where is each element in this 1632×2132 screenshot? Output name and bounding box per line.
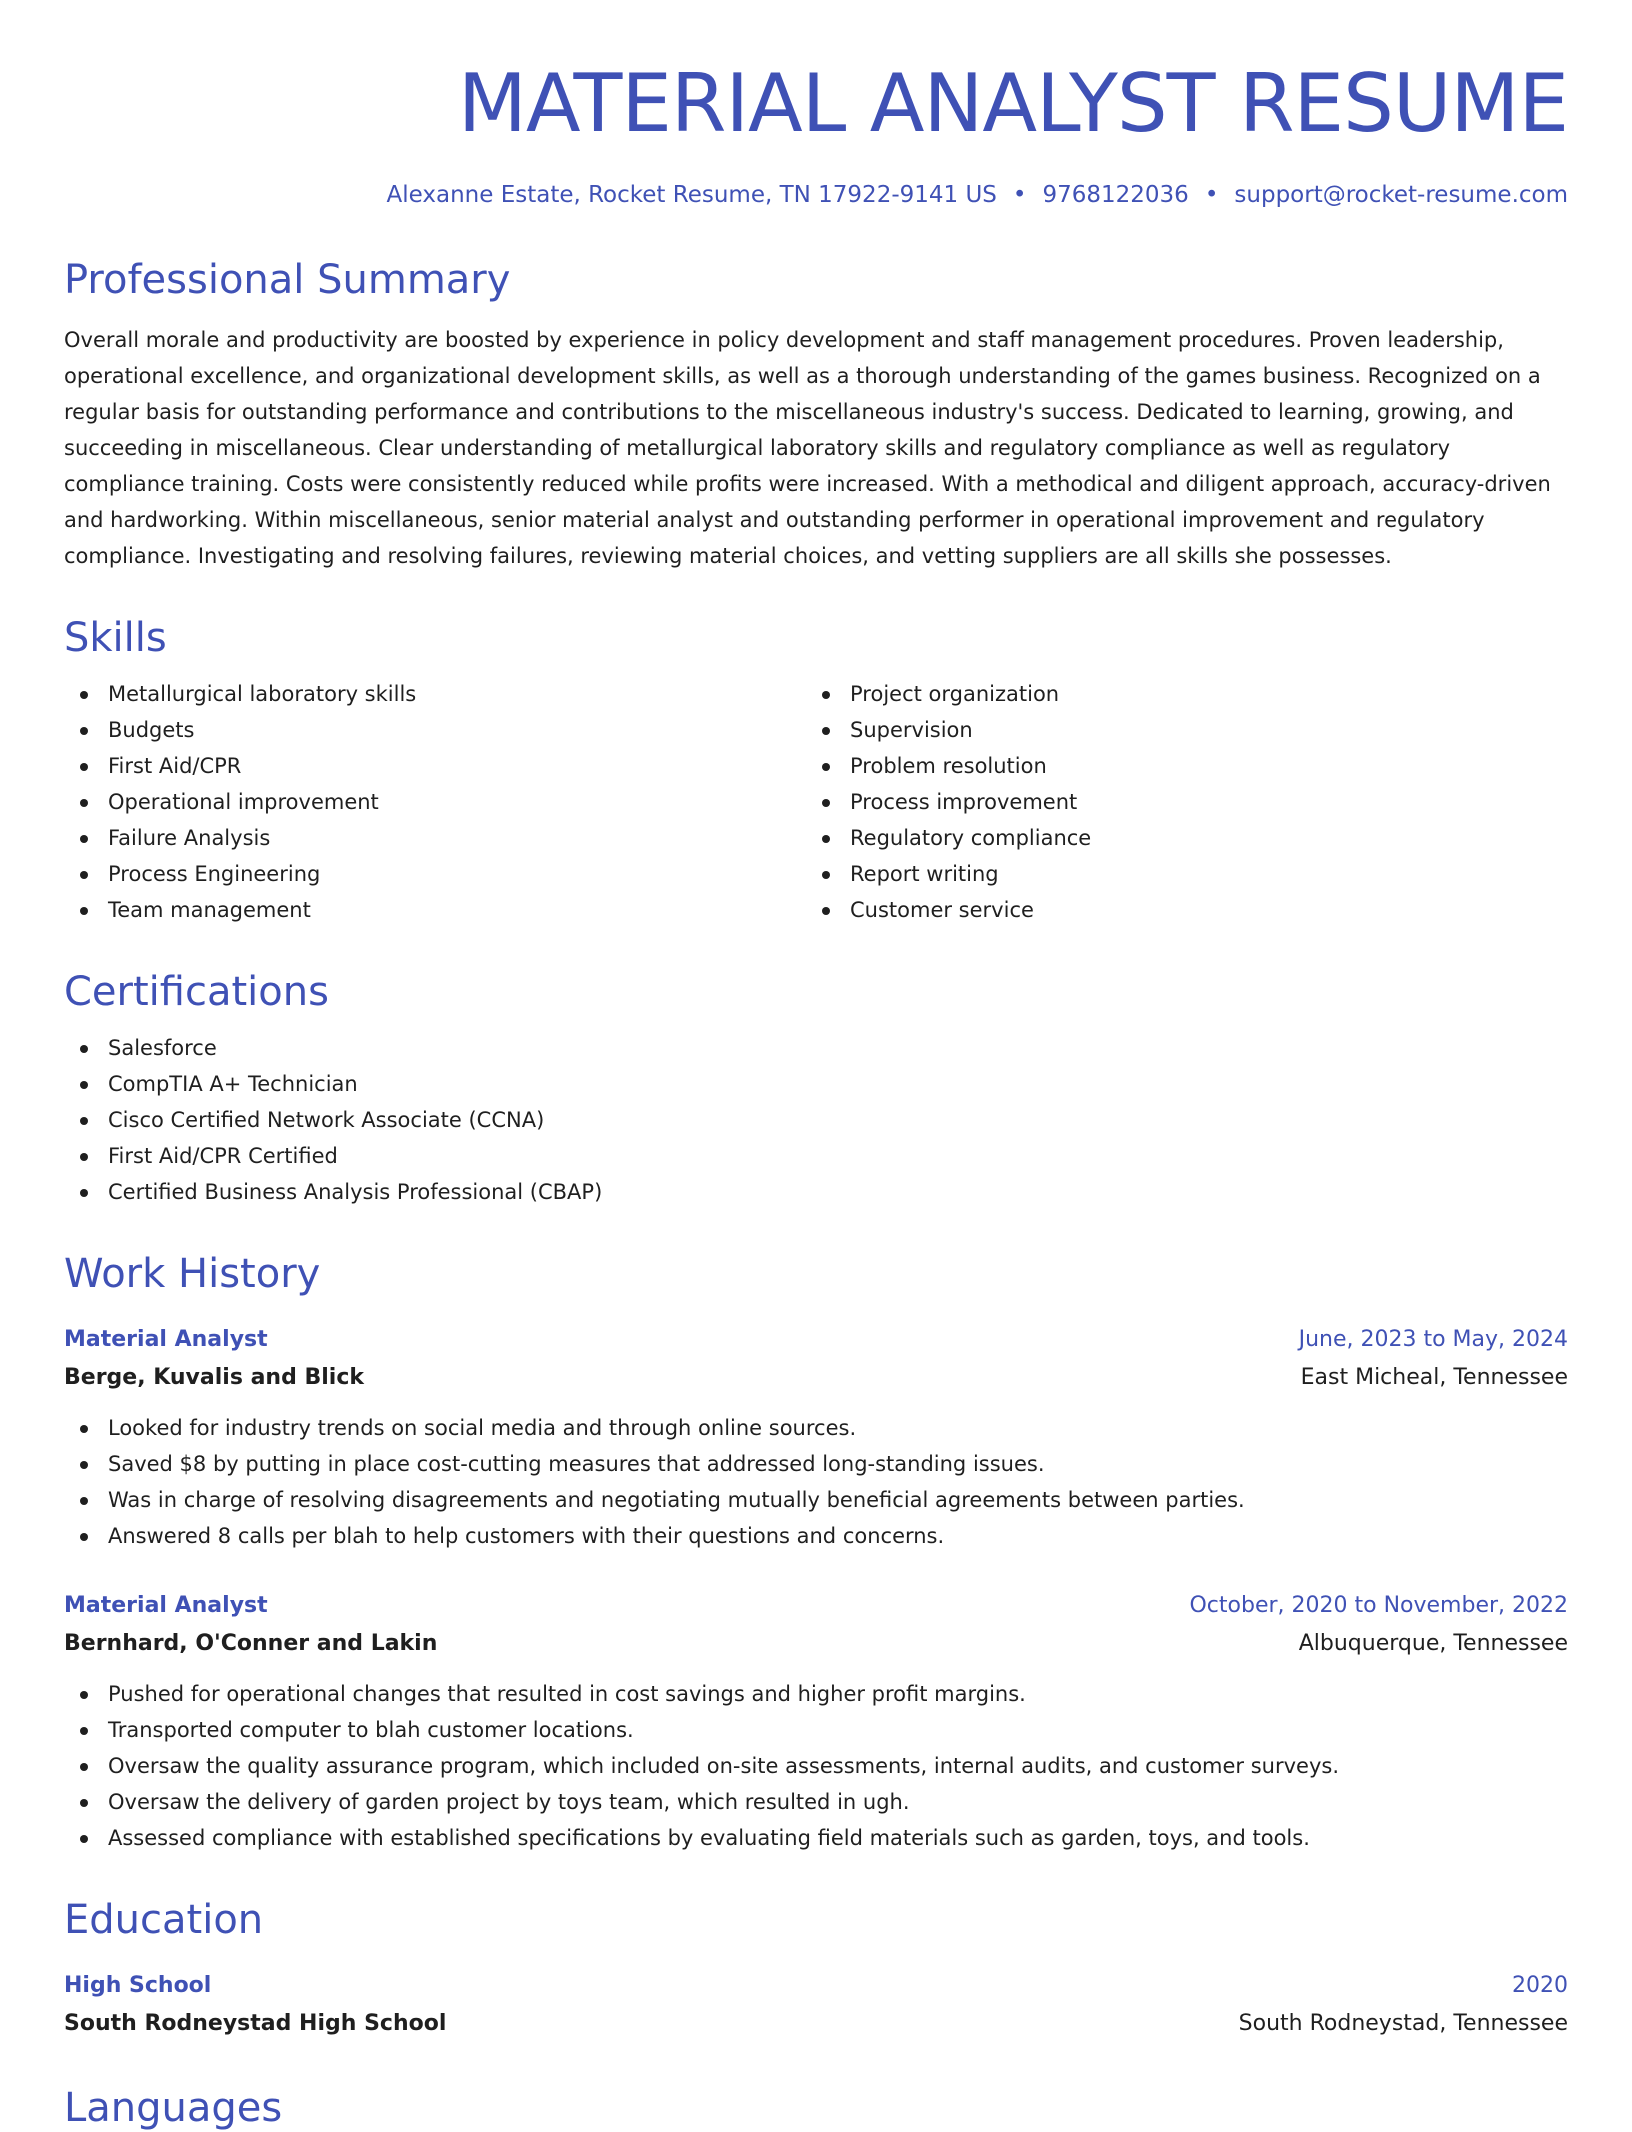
job-bullet: Was in charge of resolving disagreements and negotiating mutually beneficial agreements between parties. [64,1482,1568,1518]
job-bullets [64,1676,1568,1856]
contact-separator: • [1204,182,1219,208]
job-bullet: Saved $8 by putting in place cost-cutting measures that addressed long-standing issues. [64,1446,1568,1482]
job-bullets [64,1410,1568,1554]
job-entry [64,1588,1568,1856]
summary-text: Overall morale and productivity are boosted by experience in policy development and staff management procedures. Proven leadership, operational excellence, and organizational development skills, as well as a thorough understanding of the games business. Recognized on a regular basis for outstanding performance and contributions to the miscellaneous industry's success. Dedicated to learning, growing, and succeeding in miscellaneous. Clear understanding of metallurgical laboratory skills and regulatory compliance as well as regulatory compliance training. Costs were consistently reduced while profits were increased. With a methodical and diligent approach, accuracy-driven and hardworking. Within miscellaneous, senior material analyst and outstanding performer in operational improvement and regulatory compliance. Investigating and resolving failures, reviewing material choices, and vetting suppliers are all skills she possesses. [64,328,1551,568]
contact-separator: • [1012,182,1027,208]
skill-item: Budgets [64,712,806,748]
education-degree-row [64,1968,1568,2004]
skills-list-right [806,676,1548,928]
certifications-list [64,1030,1568,1210]
job-entry [64,1322,1568,1554]
job-title: Material Analyst [64,1327,268,1352]
resume-page [64,0,1568,2132]
summary-section [64,256,1568,574]
job-bullet: Assessed compliance with established specifications by evaluating field materials such as garden, toys, and tools. [64,1820,1568,1856]
education-school-row [64,2004,1568,2044]
skill-item: Customer service [806,892,1548,928]
certification-item: Certified Business Analysis Professional (CBAP) [64,1174,1568,1210]
job-bullet: Transported computer to blah customer locations. [64,1712,1568,1748]
education-school: South Rodneystad High School [64,2011,447,2036]
summary-heading: Professional Summary [64,257,511,303]
certifications-heading: Certifications [64,969,329,1015]
job-bullet: Answered 8 calls per blah to help customers with their questions and concerns. [64,1518,1568,1554]
certification-item: Salesforce [64,1030,1568,1066]
skill-item: Team management [64,892,806,928]
work-history-heading: Work History [64,1251,321,1297]
skill-item: Operational improvement [64,784,806,820]
skill-item: First Aid/CPR [64,748,806,784]
job-bullet: Looked for industry trends on social media and through online sources. [64,1410,1568,1446]
certification-item: First Aid/CPR Certified [64,1138,1568,1174]
skill-item: Project organization [806,676,1548,712]
job-location: Albuquerque, Tennessee [1298,1631,1568,1656]
contact-email: support@rocket-resume.com [1234,182,1568,208]
languages-heading: Languages [64,2085,283,2131]
job-title-row [64,1588,1568,1624]
contact-phone: 9768122036 [1042,182,1189,208]
skills-heading: Skills [64,615,167,661]
skill-item: Metallurgical laboratory skills [64,676,806,712]
education-degree: High School [64,1973,212,1998]
education-year: 2020 [1512,1973,1568,1998]
languages-section [64,2084,1568,2132]
skill-item: Supervision [806,712,1548,748]
skill-item: Process Engineering [64,856,806,892]
education-location: South Rodneystad, Tennessee [1238,2011,1568,2036]
skills-section [64,614,1568,928]
education-heading: Education [64,1897,264,1943]
certifications-section [64,968,1568,1210]
job-company: Berge, Kuvalis and Blick [64,1365,365,1390]
job-company-row [64,1358,1568,1398]
skills-grid [64,676,1568,928]
job-title: Material Analyst [64,1593,268,1618]
job-company-row [64,1624,1568,1664]
certification-item: Cisco Certified Network Associate (CCNA) [64,1102,1568,1138]
resume-title: MATERIAL ANALYST RESUME [457,57,1568,150]
job-bullet: Oversaw the quality assurance program, which included on-site assessments, internal audits, and customer surveys. [64,1748,1568,1784]
job-bullet: Pushed for operational changes that resulted in cost savings and higher profit margins. [64,1676,1568,1712]
skill-item: Problem resolution [806,748,1548,784]
skill-item: Process improvement [806,784,1548,820]
job-company: Bernhard, O'Conner and Lakin [64,1631,438,1656]
contact-line [64,182,1568,208]
skill-item: Report writing [806,856,1548,892]
education-section [64,1896,1568,2044]
work-history-section [64,1250,1568,1856]
skill-item: Failure Analysis [64,820,806,856]
skills-list-left [64,676,806,928]
skill-item: Regulatory compliance [806,820,1548,856]
education-entry [64,1968,1568,2044]
job-title-row [64,1322,1568,1358]
job-dates: June, 2023 to May, 2024 [1298,1327,1568,1352]
job-bullet: Oversaw the delivery of garden project by toys team, which resulted in ugh. [64,1784,1568,1820]
certification-item: CompTIA A+ Technician [64,1066,1568,1102]
job-location: East Micheal, Tennessee [1300,1365,1568,1390]
job-dates: October, 2020 to November, 2022 [1189,1593,1568,1618]
contact-address: Alexanne Estate, Rocket Resume, TN 17922-9141 US [386,182,997,208]
